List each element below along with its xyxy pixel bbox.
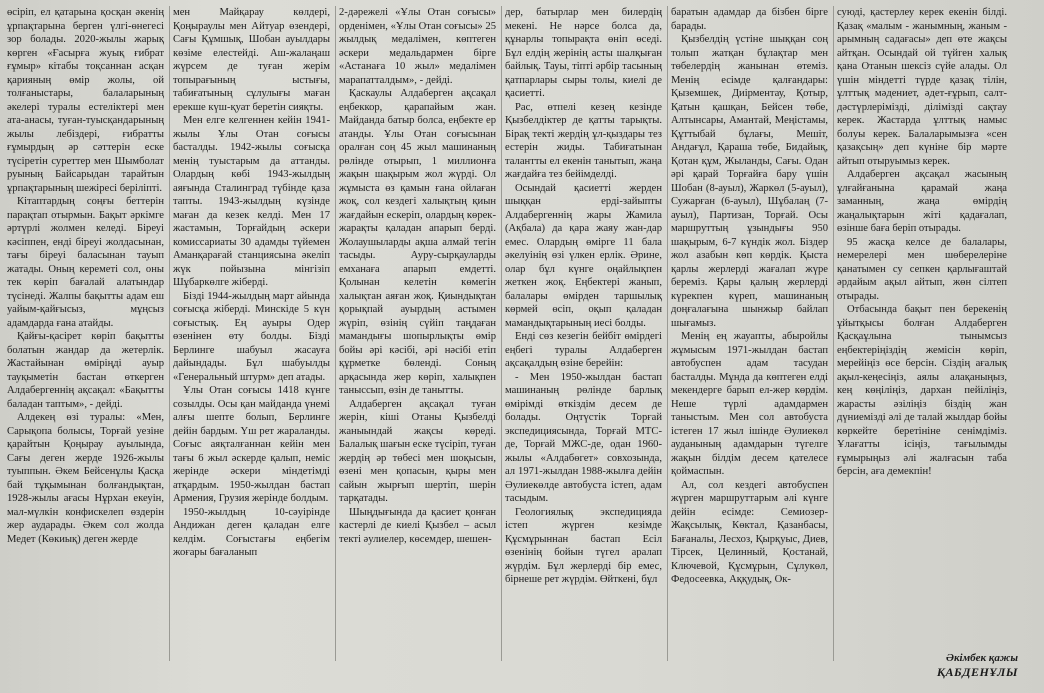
paragraph: Қайғы-қасірет көріп бақытты болатын жандар да жетерлік. Жастайынан өміріңді ауыр тауқыметін бастан өткерген Алдабергеннің ақсақал: «Бақытты баладан таптым», - дейді. [7, 331, 164, 410]
paragraph: Енді сөз кезегін бейбіт өмірдегі еңбегі туралы Алдаберген ақсақалдың өзіне берейін: [505, 331, 662, 369]
paragraph: Рас, өтпелі кезең кезінде Қызбелдіктер де қатты тарықты. Бірақ текті жердің ұл-қыздары тез естерін жиды. Табиғатынан талантты ел екенін танытып, жаңа жағдайға тез бейімделді. [505, 101, 662, 180]
paragraph: Мен елге келгеннен кейін 1941-жылы Ұлы Отан соғысы басталды. 1942-жылы соғысқа менің туыстарым да аттанды. Олардың көбі 1943-жылдың аяғында Сталинград түбінде қаза тапты. 1943-жылдың күзінде маған да кезек келді. Мен 17 жастамын, Торғайдың әскери комиссариаты 30 адамды түйемен Аманқарағай станциясына әкеліп жүк пойызына мінгізіп Шұбаркөлге жіберді. [173, 115, 330, 288]
paragraph: баратын адамдар да бізбен бірге барады. [671, 7, 828, 32]
paragraph: 1950-жылдың 10-сәуірінде Андижан деген қаладан елге келдім. Соғыстағы еңбегім жоғары бағаланып [173, 506, 330, 558]
paragraph: Алдекең өзі туралы: «Мен, Сарықопа болысы, Торғай уезіне қарайтын Қоңырау ауылында, Сағы деген жерде 1926-жылы туыппын. Әкем Бейсенұлы Қасқа бай тұқымынан болғандықтан, 1928-жылы ағасы Нұрхан екеуін, мал-мүлкін конфискелеп өздерін жер аударады. Әкем сол жолда Медет (Көкиық) деген жерде [7, 412, 164, 545]
article-column-6 [834, 6, 1012, 661]
author-signature [937, 651, 1018, 679]
paragraph: өсіріп, ел қатарына қосқан әкенің ұрпақтарына берген үлгі-өнегесі зор болады. 2020-жылы жарық көрген «Ғасырға жуық ғибрат ғұмыр» кітабы тоқсаннан асқан қарияның өмір жолы, ой толғаныстары, балаларының әкелері туралы естеліктері мен ата-анасы, туған-туысқандарының жылы лебіздері, ғибратты ғұмырдың әр сәттерін еске түсіретін суреттер мен Шымболат руының Байсарыдан тарайтын ұрпақтарының шежіресі беріліпті. [7, 7, 164, 194]
article-column-4 [502, 6, 668, 661]
paragraph: 95 жасқа келсе де балалары, немерелері мен шөберелеріне қанатымен су сепкен қарлығаштай әрдайым ақыл айтып, жөн сілтеп отырады. [837, 236, 1007, 302]
article-column-5 [668, 6, 834, 661]
paragraph: 2-дәрежелі «Ұлы Отан соғысы» орденімен, «Ұлы Отан соғысы» 25 жылдық медалімен, көптеген әскери медальдармен бірге «Астанаға 10 жыл» медалімен марапатталдым», - дейді. [339, 7, 496, 86]
paragraph: Кітаптардың соңғы беттерін парақтап отырмын. Бақыт әркімге әртүрлі жолмен келеді. Біреуі кәсіппен, енді біреуі жолдасынан, тағы біреуі баласынан тауып жатады. Оның кереметі сол, оны тек көріп бағалай алатындар түсінеді. Жалпы бақытты адам еш уайым-қайғысыз, мұңсыз адамдарда ғана атайды. [7, 196, 164, 329]
article-column-1 [4, 6, 170, 661]
article-column-2 [170, 6, 336, 661]
paragraph: Бізді 1944-жылдың март айында соғысқа жіберді. Минскіде 5 күн соғыстық. Ең ауыры Одер өзенінен өту болды. Бізді Берлинге шабуыл жасауға дайындады. Бұл шабуылды «Генеральный штурм» деп атады. [173, 290, 330, 383]
paragraph: Ал, сол кездегі автобуспен жүрген маршруттарым әлі күнге дейін есімде: Семиозер-Жақсылық, Көктал, Қазанбасы, Бағаналы, Лесхоз, Қырқуыс, Диев, Тірсек, Целинный, Қостанай, Ключевой, Құсмұрын, Сұлукөл, Федосеевка, Аққудық, Ок- [671, 479, 828, 585]
article-columns [4, 6, 1044, 661]
article-column-3 [336, 6, 502, 661]
paragraph: Геологиялық экспедицияда істеп жүрген кезімде Құсмұрыннан бастап Есіл өзенінің бойын түгел аралап жүрдім. Бұл жерлерді бір емес, бірнеше рет жүрдім. Өйткені, бұл [505, 506, 662, 585]
paragraph: дер, батырлар мен билердің мекені. Не нәрсе болса да, құнарлы топырақта өніп өседі. Бұл елдің жерінің асты шалқыған байлық. Тауы, тіпті әрбір тасының қатпарлары сыры толы, киелі де қасиетті. [505, 7, 662, 99]
paragraph: Алдаберген ақсақал жасының ұлғайғанына қарамай жаңа заманның, жаңа өмірдің жаңалықтарын жіті қадағалап, өзінше баға беріп отырады. [837, 169, 1007, 234]
paragraph: Осындай қасиетті жерден шыққан ерді-зайыпты Алдабергеннің жары Жамила (Ақбала) да қара жаяу жан-дар емес. Олардың өмірге 11 бала әкелуінің өзі үлкен ерлік. Әрине, олар бұл күнге оңайлықпен жеткен жоқ. Еңбектері жанып, балалары өмірден таршылық көрмей өсіп, оқып қаладан мамандықтарының иесі болды. [505, 182, 662, 329]
author-first-name: Әкімбек қажы [946, 652, 1018, 664]
paragraph: Менің ең жауапты, абыройлы жұмысым 1971-жылдан бастап автобуспен адам тасудан басталды. Мұнда да көптеген елді мекендерге барып ел-жер көрдім. Неше түрлі адамдармен таныстым. Мен сол автобуста істеген 17 жыл ішінде Әулиекөл ауданының адамдарын түгелге жақын білдім десем қателесе қоймаспын. [671, 331, 828, 477]
paragraph: Алдаберген ақсақал туған жерін, кіші Отаны Қызбелді жаныындай жақсы көреді. Балалық шағын еске түсіріп, туған жердің әр төбесі мен шоқысын, өзені мен қопасын, қыры мен сайын жырғып шертіп, шерін тарқатады. [339, 398, 496, 504]
paragraph: Қаскаулы Алдаберген ақсақал еңбеккор, қарапайым жан. Майданда батыр болса, еңбекте ер атанды. Ұлы Отан соғысынан оралған соң 45 жыл машинаның рөлінде отырып, 1 миллионға жақын шақырым жол жүрді. Ол жұмыста өз қамын ғана ойлаған жоқ, сол кездегі халықтың қиын жағдайын ескеріп, олардың көрек-жарақты қаладан апарып берді. Жолаушыларды ақша алмай тегін тасыды. Ауру-сырқауларды емханаға апарып емдетті. Қолынан келетін көмегін халықтан аяған жоқ. Қиындықтан қорықпай ауырдың астымен жүріп, өзінің сүйіп таңдаған мамандығы шопырлықты өмір бойы әрі кәсібі, әрі нәсібі етіп құрметке бөленді. Соның арқасында жер көріп, халықпен таныссып, өзін де танытты. [339, 88, 496, 396]
author-surname: ҚАБДЕНҰЛЫ [936, 665, 1018, 679]
paragraph: мен Майқарау көлдері, Қоңыраулы мен Айтуар өзендері, Сағы Құмшық, Шобан ауылдары көзіме елестейді. Аш-жалаңаш жүрсем де туған жерім топырағының ыстығы, табиғатының сұлулығы маған ерекше күш-қуат беретін сияқты. [173, 7, 330, 113]
paragraph: Ұлы Отан соғысы 1418 күнге созылды. Осы қан майданда үнемі алғы шепте болып, Берлинге дейін бардым. Үш рет жараланды. Соғыс аяқталғаннан кейін мен тағы 6 жыл әскерде қалып, неміс жерінде әскери міндетімді атқардым. 1950-жылдан бастап Армения, Грузия жерінде болдым. [173, 385, 330, 504]
paragraph: Отбасында бақыт пен берекенің ұйытқысы болған Алдаберген Қасқаұлына тынымсыз еңбектеріңіздің жемісін көріп, мерейіңіз өсе берсін. Сіздің ағалық ақыл-кеңесіңіз, аялы алақаныңыз, кең көңіліңіз, дархан пейіліңіз, жарасты әзіліңіз біздің жан дүниемізді әлі де талай жылдар бойы көркейте беретініне сенімдіміз. Ұлағатты ісіңіз, тағылымды ғұмырыңыз әлі жалғасын таба берсін, аға демекпін! [837, 304, 1007, 477]
paragraph: Қызбелдің үстіне шыққан соң толып жатқан бұлақтар мен төбелердің жанынан өтеміз. Менің есімде қалғандары: Қыземшек, Диірментау, Қотыр, Қатын қашқан, Бейсен төбе, Алтынсары, Амантай, Меңістамы, Құттыбай бұлағы, Мешіт, Андағұл, Қараша төбе, Бидайық, Қотан құм, Жыланды, Сағы. Одан әрі қарай Торғайға бару үшін Шобан (8-ауыл), Жаркөл (5-ауыл), Сужарған (6-ауыл), Шұбалаң (7-ауыл), Партизан, Торғай. Осы маршруттың ұзындығы 950 шақырым, 6-7 күндік жол. Біздер жол азабын көп көрдік. Қыста қарлы жерлерді жағалап жүре береміз. Қары қалың жерлерді күрекпен күреп, машинаның доңғалағына шынжыр байлап шығамыз. [671, 34, 828, 329]
paragraph: Шыңдығында да қасиет қонған кастерлі де киелі Қызбел – асыл текті әулиелер, көсемдер, шешен- [339, 506, 496, 545]
paragraph: - Мен 1950-жылдан бастап машинаның рөлінде барлық өмірімді өткіздім десем де болады. Оңтүстік Торғай экспедициясында, Торғай МТС-де, Торғай МЖС-де, одан 1960-жылы «Алдабөгет» совхозында, ал 1971-жылдан 1988-жылға дейін Әулиекөлде автобуста істеп, адам тасыдым. [505, 371, 662, 504]
paragraph: суюді, қастерлеу керек екенін білді. Қазақ «малым - жанымның, жаным - арымның садағасы» деп өте жақсы айтқан. Осындай ой түйген халық қана Отанын шексіз сүйе алады. Ол үшін міндетті түрде қазақ тілін, ұлттық мәдениет, әдет-ғұрып, салт-дәстүрлерімізді, ділімізді сақтау керек. Жастарда ұлттық намыс болуы керек. Балаларымызға «сен қазақсың» деп күніне бір мәрте айтып отыруымыз керек. [837, 7, 1007, 167]
